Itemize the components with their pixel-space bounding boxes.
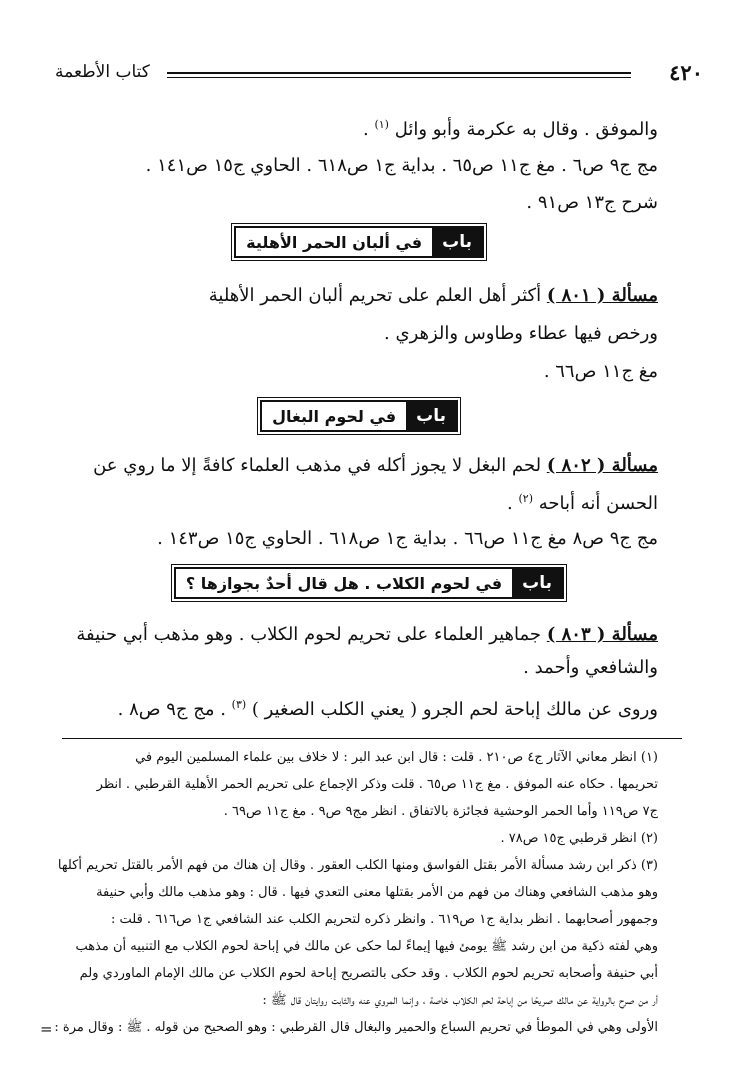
masala-end: . [507, 493, 513, 514]
masala-text: الحسن أنه أباحه [538, 493, 658, 514]
masala-label: مسألة ( ٨٠٢ ) [546, 455, 658, 476]
page-number: ٤٢٠ [669, 60, 703, 85]
chapter-box-dogs [174, 567, 564, 599]
chapter-title: في لحوم البغال [272, 406, 397, 426]
masala-802-line-1 [93, 453, 658, 479]
masala-802-refs: مج ج٩ ص٨ مغ ج١١ ص٦٦ . بداية ج١ ص٦١٨ . الحاوي ج١٥ ص١٤٣ . [157, 528, 658, 549]
footnote-ref-1: (١) [374, 118, 389, 131]
chapter-title: في ألبان الحمر الأهلية [246, 232, 423, 252]
masala-803-line-1 [76, 622, 658, 648]
refs-line-1a: مج ج٩ ص٦ . مغ ج١١ ص٦٥ . بداية ج١ ص٦١٨ . الحاوي ج١٥ ص١٤١ . [145, 155, 658, 176]
chapter-title: في لحوم الكلاب . هل قال أحدٌ بجوازها ؟ [185, 573, 503, 593]
masala-text: جماهير العلماء على تحريم لحوم الكلاب . وهو مذهب أبي حنيفة [76, 624, 542, 645]
masala-text: أكثر أهل العلم على تحريم ألبان الحمر الأهلية [208, 285, 542, 306]
footnote-line: وجمهور أصحابهما . انظر بداية ج١ ص٦١٩ . وانظر ذكره لتحريم الكلب عند الشافعي ج١ ص٦١٦ . قلت : [111, 912, 658, 927]
running-title: كتاب الأطعمة [55, 62, 150, 82]
continuation-mark: = [40, 1020, 53, 1038]
footnote-line: (٣) ذكر ابن رشد مسألة الأمر بقتل الفواسق ومنها الكلب العقور . وقال إن هناك من فهم الأمر بالقتل تحريم أكلها [57, 858, 658, 873]
chapter-label: باب [432, 228, 482, 256]
footnote-ref-2: (٢) [518, 492, 534, 505]
masala-803-line-3 [118, 692, 658, 723]
refs-line-1b: شرح ج١٣ ص٩١ . [526, 192, 658, 213]
footnote-line: وهو مذهب الشافعي وهناك من فهم من الأمر بقتلها معنى التعدي فيها . قال : وهو مذهب مالك وأبي حنيفة [96, 885, 658, 900]
chapter-box-milk [234, 226, 484, 258]
footnote-line: الأولى وهي في الموطأ في تحريم السباع والحمير والبغال قال القرطبي : وهو الصحيح من قوله . ﷺ : وقال مرة : [54, 1020, 658, 1035]
page-header [55, 60, 703, 90]
footnote-ref-3: (٣) [231, 698, 247, 711]
header-rule [167, 72, 631, 78]
masala-text: وروى عن مالك إباحة لحم الجرو ( يعني الكلب الصغير ) [251, 699, 658, 720]
masala-text: لحم البغل لا يجوز أكله في مذهب العلماء كافةً إلا ما روي عن [93, 455, 542, 476]
footnote-line: (١) انظر معاني الآثار ج٤ ص٢١٠ . قلت : قال ابن عبد البر : لا خلاف بين علماء المسلمين اليوم في [135, 750, 658, 765]
chapter-label: باب [512, 569, 562, 597]
footnote-line: أر من صرح بالرواية عن مالك صريحًا من إباحة لحم الكلاب خاصة ، وإنما المروي عنه والثابت روايتان قال ﷺ : [262, 993, 658, 1008]
masala-label: مسألة ( ٨٠٣ ) [546, 624, 658, 645]
chapter-label: باب [406, 402, 456, 430]
footnote-rule [62, 738, 682, 739]
masala-801-refs: مغ ج١١ ص٦٦ . [543, 361, 658, 382]
masala-803-line-2: والشافعي وأحمد . [523, 657, 658, 678]
masala-802-line-2 [507, 486, 658, 517]
masala-801-line-1 [209, 283, 658, 309]
intro-text: والموفق . وقال به عكرمة وأبو وائل [394, 119, 658, 140]
masala-end: . مج ج٩ ص٨ . [117, 699, 226, 720]
footnote-line: ج٧ ص١١٩ وأما الحمر الوحشية فجائزة بالاتفاق . انظر مج٩ ص٩ . مغ ج١١ ص٦٩ . [223, 804, 658, 819]
footnote-line: (٢) انظر قرطبي ج١٥ ص٧٨ . [500, 831, 658, 846]
masala-801-line-2: ورخص فيها عطاء وطاوس والزهري . [384, 323, 658, 344]
masala-label: مسألة ( ٨٠١ ) [546, 285, 658, 306]
chapter-box-mules [260, 400, 458, 432]
footnote-line: وهي لفته ذكية من ابن رشد ﷺ يومئ فيها إيماءً لما حكى عن مالك في إباحة لحوم الكلاب مع التنبيه أن مذهب [75, 939, 658, 954]
footnote-line: أبي حنيفة وأصحابه تحريم لحوم الكلاب . وقد حكى بالتصريح إباحة لحوم الكلاب عن مالك الإمام الماوردي ولم [79, 966, 658, 981]
intro-line [363, 112, 658, 143]
intro-end: . [362, 119, 369, 140]
footnote-line: تحريمها . حكاه عنه الموفق . مغ ج١١ ص٦٥ . قلت وذكر الإجماع على تحريم الحمر الأهلية القرطبي . انظر [96, 777, 658, 792]
